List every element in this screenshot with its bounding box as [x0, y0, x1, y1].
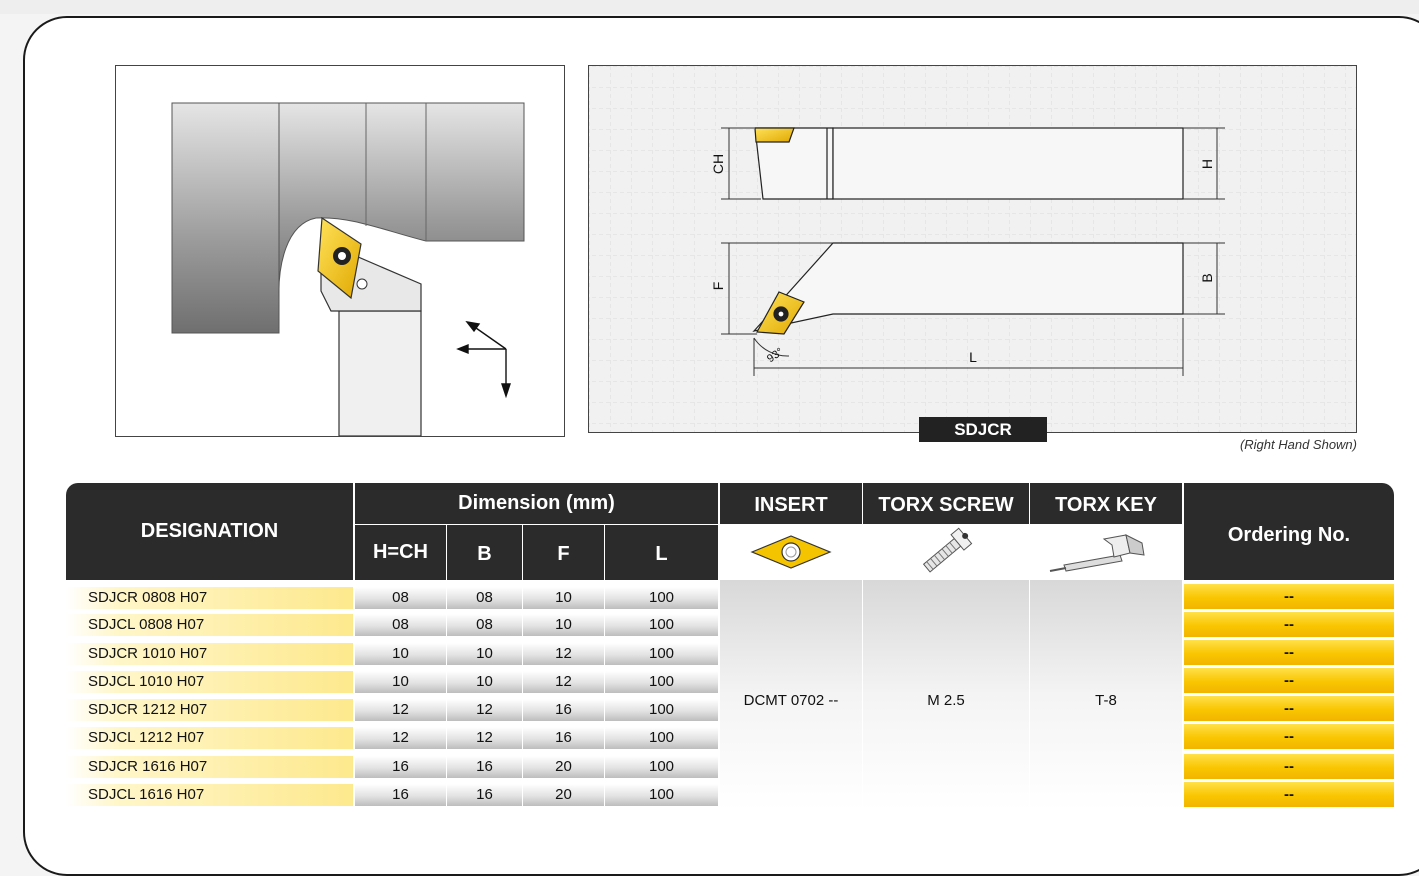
- top-bar: [0, 0, 1419, 14]
- designation-cell: SDJCR 1010 H07: [88, 645, 208, 662]
- column-separator: [604, 583, 605, 809]
- header-dim-b: [447, 525, 522, 580]
- column-separator: [446, 583, 447, 809]
- torx-screw-icon: [863, 525, 1029, 580]
- dim-col-hch: H=CH: [372, 541, 428, 563]
- ordering-value: --: [1284, 672, 1294, 689]
- designation-cell: SDJCR 1616 H07: [88, 758, 208, 775]
- dim-cell-hch: 08: [392, 616, 409, 633]
- ordering-value: --: [1284, 700, 1294, 717]
- header-torx-screw-label: TORX SCREW: [878, 494, 1014, 516]
- ordering-value: --: [1284, 728, 1294, 745]
- ordering-value: --: [1284, 786, 1294, 803]
- key-value: T-8: [1095, 692, 1117, 709]
- right-hand-note: (Right Hand Shown): [1239, 437, 1357, 452]
- dim-label-ch: CH: [710, 153, 726, 175]
- dim-col-l: L: [655, 543, 668, 565]
- dim-cell-l: 100: [648, 616, 675, 633]
- dim-cell-hch: 12: [392, 701, 409, 718]
- side-view: [755, 128, 1183, 199]
- dim-cell-f: 10: [555, 589, 572, 606]
- designation-cell: SDJCL 0808 H07: [88, 616, 205, 633]
- insert-icon: [720, 525, 862, 580]
- ordering-value: --: [1284, 644, 1294, 661]
- designation-cell: SDJCR 1212 H07: [88, 701, 208, 718]
- dim-cell-l: 100: [648, 786, 675, 803]
- dim-label-f: F: [710, 281, 726, 291]
- designation-cell: SDJCL 1616 H07: [88, 786, 205, 803]
- header-insert: [720, 483, 862, 524]
- header-dimension-label: Dimension (mm): [458, 492, 615, 514]
- dim-cell-hch: 16: [392, 786, 409, 803]
- dim-cell-f: 20: [555, 786, 572, 803]
- dim-cell-l: 100: [648, 645, 675, 662]
- insert-icon-cell: [720, 525, 862, 580]
- dim-cell-b: 12: [476, 701, 493, 718]
- torx-key-icon: [1030, 525, 1182, 580]
- dim-col-b: B: [477, 543, 492, 565]
- dim-cell-f: 16: [555, 701, 572, 718]
- dim-cell-l: 100: [648, 673, 675, 690]
- header-dim-hch: [355, 525, 446, 580]
- dim-cell-l: 100: [648, 589, 675, 606]
- dim-cell-b: 10: [476, 673, 493, 690]
- dim-cell-hch: 10: [392, 645, 409, 662]
- designation-cell: SDJCR 0808 H07: [88, 589, 208, 606]
- dim-label-h: H: [1199, 158, 1215, 170]
- header-dim-f: [523, 525, 604, 580]
- torx-key-icon-cell: [1030, 525, 1182, 580]
- header-torx-key-label: TORX KEY: [1055, 494, 1157, 516]
- dim-cell-b: 16: [476, 758, 493, 775]
- ordering-value: --: [1284, 758, 1294, 775]
- dim-cell-b: 12: [476, 729, 493, 746]
- header-designation-label: DESIGNATION: [140, 520, 279, 542]
- designation-cell: SDJCL 1010 H07: [88, 673, 205, 690]
- dim-col-f: F: [557, 543, 570, 565]
- dim-cell-b: 10: [476, 645, 493, 662]
- dim-label-b: B: [1199, 273, 1215, 283]
- dim-cell-f: 16: [555, 729, 572, 746]
- dim-label-l: L: [969, 349, 977, 365]
- dim-cell-hch: 08: [392, 589, 409, 606]
- header-designation: [66, 483, 353, 580]
- dim-cell-f: 12: [555, 645, 572, 662]
- ordering-value: --: [1284, 588, 1294, 605]
- dim-cell-f: 10: [555, 616, 572, 633]
- direction-arrows-icon: [458, 322, 510, 396]
- dim-cell-b: 08: [476, 616, 493, 633]
- dim-label-angle: 93°: [765, 345, 786, 366]
- dim-cell-f: 12: [555, 673, 572, 690]
- dim-cell-hch: 16: [392, 758, 409, 775]
- header-dimension: [355, 483, 718, 524]
- header-torx-key: [1030, 483, 1182, 524]
- model-badge: SDJCR: [919, 417, 1047, 442]
- dim-cell-f: 20: [555, 758, 572, 775]
- technical-drawing: [588, 65, 1357, 433]
- dim-cell-hch: 10: [392, 673, 409, 690]
- dim-cell-hch: 12: [392, 729, 409, 746]
- ordering-value: --: [1284, 616, 1294, 633]
- dim-cell-b: 08: [476, 589, 493, 606]
- designation-cell: SDJCL 1212 H07: [88, 729, 205, 746]
- torx-screw-icon-cell: [863, 525, 1029, 580]
- dim-cell-l: 100: [648, 758, 675, 775]
- header-torx-screw: [863, 483, 1029, 524]
- insert-value: DCMT 0702 --: [743, 692, 839, 709]
- header-ordering: [1184, 483, 1394, 580]
- header-ordering-label: Ordering No.: [1227, 524, 1351, 546]
- header-insert-label: INSERT: [754, 494, 828, 516]
- application-illustration: [115, 65, 565, 437]
- header-dim-l: [605, 525, 718, 580]
- dim-cell-l: 100: [648, 729, 675, 746]
- column-separator: [522, 583, 523, 809]
- dim-cell-b: 16: [476, 786, 493, 803]
- dim-cell-l: 100: [648, 701, 675, 718]
- screw-value: M 2.5: [927, 692, 965, 709]
